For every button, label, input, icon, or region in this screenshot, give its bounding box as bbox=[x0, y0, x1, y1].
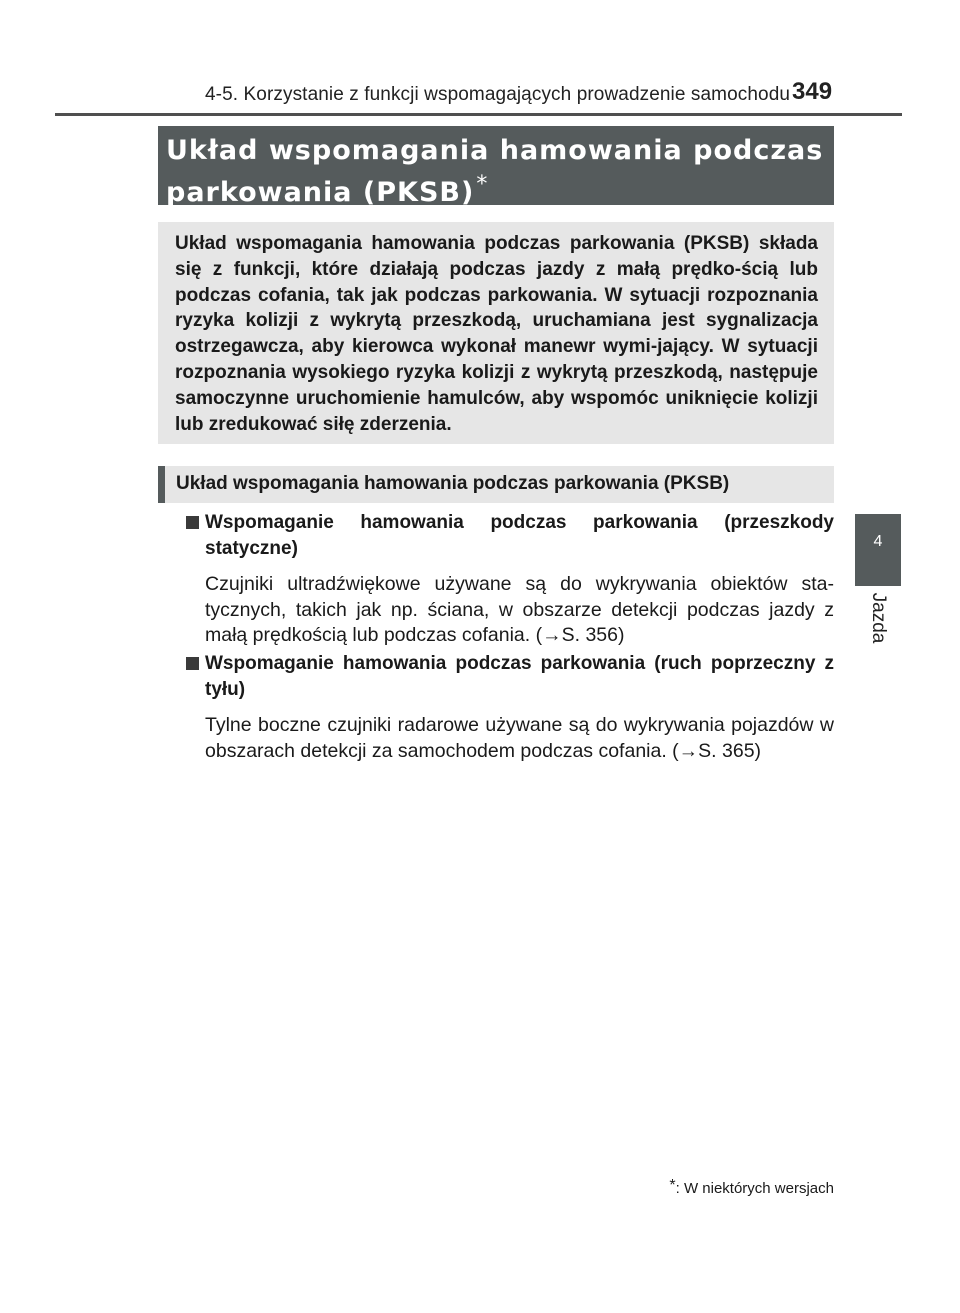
square-bullet-icon bbox=[186, 516, 199, 529]
intro-text: Układ wspomagania hamowania podczas parkowania (PKSB) składa się z funkcji, które działają podczas jazdy z małą prędko-ścią lub podczas cofania, tak jak podczas parkowania. W sytuacji rozpoznania ryzyka kolizji z wykrytą przeszkodą, uruchamiana jest sygnalizacja ostrzegawcza, aby kierowca wykonał manewr wymi-jający. W sytuacji rozpoznania wysokiego ryzyka kolizji z wykrytą przeszkodą, następuje samoczynne uruchomienie hamulców, aby wspomóc uniknięcie kolizji lub zredukować siłę zderzenia. bbox=[175, 233, 818, 435]
footnote-marker-icon: * bbox=[476, 172, 489, 197]
item-body: Czujniki ultradźwiękowe używane są do wykrywania obiektów sta-tycznych, takich jak np. ściana, w obszarze detekcji podczas jazdy z małą prędkością lub podczas cofania. (→S. 356) bbox=[205, 573, 834, 646]
subheading-box bbox=[158, 466, 834, 503]
header-divider bbox=[55, 113, 902, 116]
intro-box bbox=[158, 222, 834, 444]
item-title bbox=[186, 651, 834, 703]
footnote-star-icon: * bbox=[669, 1177, 676, 1194]
section-title-box bbox=[158, 126, 834, 208]
chapter-label: Jazda bbox=[868, 592, 889, 644]
section-title-line1: Układ wspomagania hamowania podczas bbox=[166, 135, 824, 166]
subheading: Układ wspomagania hamowania podczas parkowania (PKSB) bbox=[176, 473, 730, 494]
item-title-text: Wspomaganie hamowania podczas parkowania (przeszkody statyczne) bbox=[205, 512, 834, 559]
page-number: 349 bbox=[792, 78, 833, 105]
square-bullet-icon bbox=[186, 657, 199, 670]
chapter-tab[interactable] bbox=[855, 514, 901, 586]
section-title-line2: parkowania (PKSB) bbox=[166, 177, 475, 208]
section-title bbox=[166, 134, 834, 210]
list-item bbox=[186, 510, 834, 649]
chapter-number: 4 bbox=[873, 533, 883, 550]
footnote bbox=[669, 1177, 834, 1197]
header-section-title: 4-5. Korzystanie z funkcji wspomagających prowadzenie samochodu bbox=[205, 84, 791, 105]
item-title bbox=[186, 510, 834, 562]
item-title-text: Wspomaganie hamowania podczas parkowania (ruch poprzeczny z tyłu) bbox=[205, 653, 834, 700]
list-item bbox=[186, 651, 834, 764]
item-body: Tylne boczne czujniki radarowe używane są do wykrywania pojazdów w obszarach detekcji za samochodem podczas cofania. (→S. 365) bbox=[205, 714, 834, 762]
footnote-text: : W niektórych wersjach bbox=[675, 1180, 834, 1197]
